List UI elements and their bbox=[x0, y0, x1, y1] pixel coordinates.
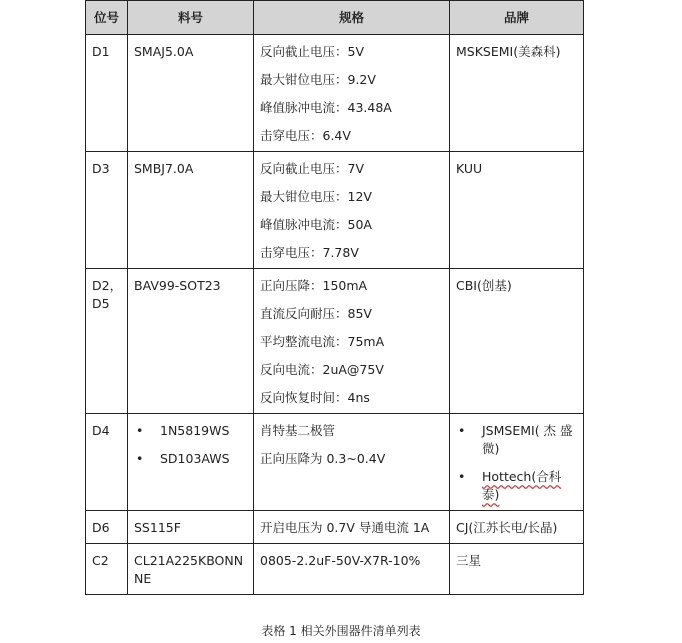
table-row bbox=[86, 544, 584, 595]
part-cell: SMAJ5.0A bbox=[128, 35, 254, 152]
header-part: 料号 bbox=[128, 1, 254, 35]
header-spec: 规格 bbox=[254, 1, 450, 35]
spec-cell bbox=[254, 35, 450, 152]
table-row bbox=[86, 511, 584, 544]
ref-cell: D1 bbox=[86, 35, 128, 152]
brand-cell: CBI(创基) bbox=[450, 269, 584, 414]
table-row bbox=[86, 269, 584, 414]
spec-line: 正向压降：150mA bbox=[260, 278, 368, 293]
bullet-icon: • bbox=[136, 451, 144, 466]
brand-cell: 三星 bbox=[450, 544, 584, 595]
spec-line: 峰值脉冲电流：50A bbox=[260, 217, 372, 232]
spec-line: 开启电压为 0.7V 导通电流 1A bbox=[260, 520, 430, 535]
spec-line: 肖特基二极管 bbox=[260, 423, 336, 438]
part-number: SD103AWS bbox=[160, 451, 230, 466]
spec-cell bbox=[254, 269, 450, 414]
spec-line: 反向截止电压：7V bbox=[260, 161, 365, 176]
part-cell: CL21A225KBONNNE bbox=[128, 544, 254, 595]
list-item bbox=[456, 468, 577, 504]
bullet-icon: • bbox=[458, 469, 466, 484]
part-bullet-list bbox=[134, 422, 247, 468]
list-item bbox=[456, 422, 577, 458]
table-caption: 表格 1 相关外围器件清单列表 bbox=[261, 624, 421, 638]
brand-cell: KUU bbox=[450, 152, 584, 269]
spec-line: 击穿电压：6.4V bbox=[260, 128, 351, 143]
ref-cell: D6 bbox=[86, 511, 128, 544]
table-row bbox=[86, 35, 584, 152]
spec-line: 最大钳位电压：9.2V bbox=[260, 72, 376, 87]
spec-line: 正向压降为 0.3~0.4V bbox=[260, 451, 386, 466]
header-brand: 品牌 bbox=[450, 1, 584, 35]
header-ref: 位号 bbox=[86, 1, 128, 35]
spec-cell bbox=[254, 152, 450, 269]
part-cell: SMBJ7.0A bbox=[128, 152, 254, 269]
brand-name: Hottech(合科泰) bbox=[482, 469, 562, 502]
spec-cell bbox=[254, 511, 450, 544]
part-cell bbox=[128, 414, 254, 511]
table-header-row bbox=[86, 1, 584, 35]
spec-line: 击穿电压：7.78V bbox=[260, 245, 359, 260]
spec-line: 峰值脉冲电流：43.48A bbox=[260, 100, 392, 115]
brand-bullet-list bbox=[456, 422, 577, 504]
brand-cell bbox=[450, 414, 584, 511]
component-list-table bbox=[85, 0, 584, 595]
brand-cell: MSKSEMI(美森科) bbox=[450, 35, 584, 152]
part-cell: SS115F bbox=[128, 511, 254, 544]
bullet-icon: • bbox=[136, 423, 144, 438]
brand-cell: CJ(江苏长电/长晶) bbox=[450, 511, 584, 544]
ref-cell: D2，D5 bbox=[86, 269, 128, 414]
part-number: 1N5819WS bbox=[160, 423, 230, 438]
spec-cell bbox=[254, 414, 450, 511]
bullet-icon: • bbox=[458, 423, 466, 438]
spec-line: 最大钳位电压：12V bbox=[260, 189, 372, 204]
spec-line: 直流反向耐压：85V bbox=[260, 306, 372, 321]
brand-name: JSMSEMI( 杰 盛微) bbox=[482, 423, 573, 456]
spec-line: 反向恢复时间：4ns bbox=[260, 390, 370, 405]
spec-cell bbox=[254, 544, 450, 595]
spec-line: 反向截止电压：5V bbox=[260, 44, 365, 59]
part-cell: BAV99-SOT23 bbox=[128, 269, 254, 414]
ref-cell: C2 bbox=[86, 544, 128, 595]
spec-line: 平均整流电流：75mA bbox=[260, 334, 385, 349]
list-item bbox=[134, 450, 247, 468]
table-row bbox=[86, 414, 584, 511]
ref-cell: D3 bbox=[86, 152, 128, 269]
ref-cell: D4 bbox=[86, 414, 128, 511]
table-row bbox=[86, 152, 584, 269]
spec-line: 反向电流：2uA@75V bbox=[260, 362, 384, 377]
spec-line: 0805-2.2uF-50V-X7R-10% bbox=[260, 553, 421, 568]
list-item bbox=[134, 422, 247, 440]
